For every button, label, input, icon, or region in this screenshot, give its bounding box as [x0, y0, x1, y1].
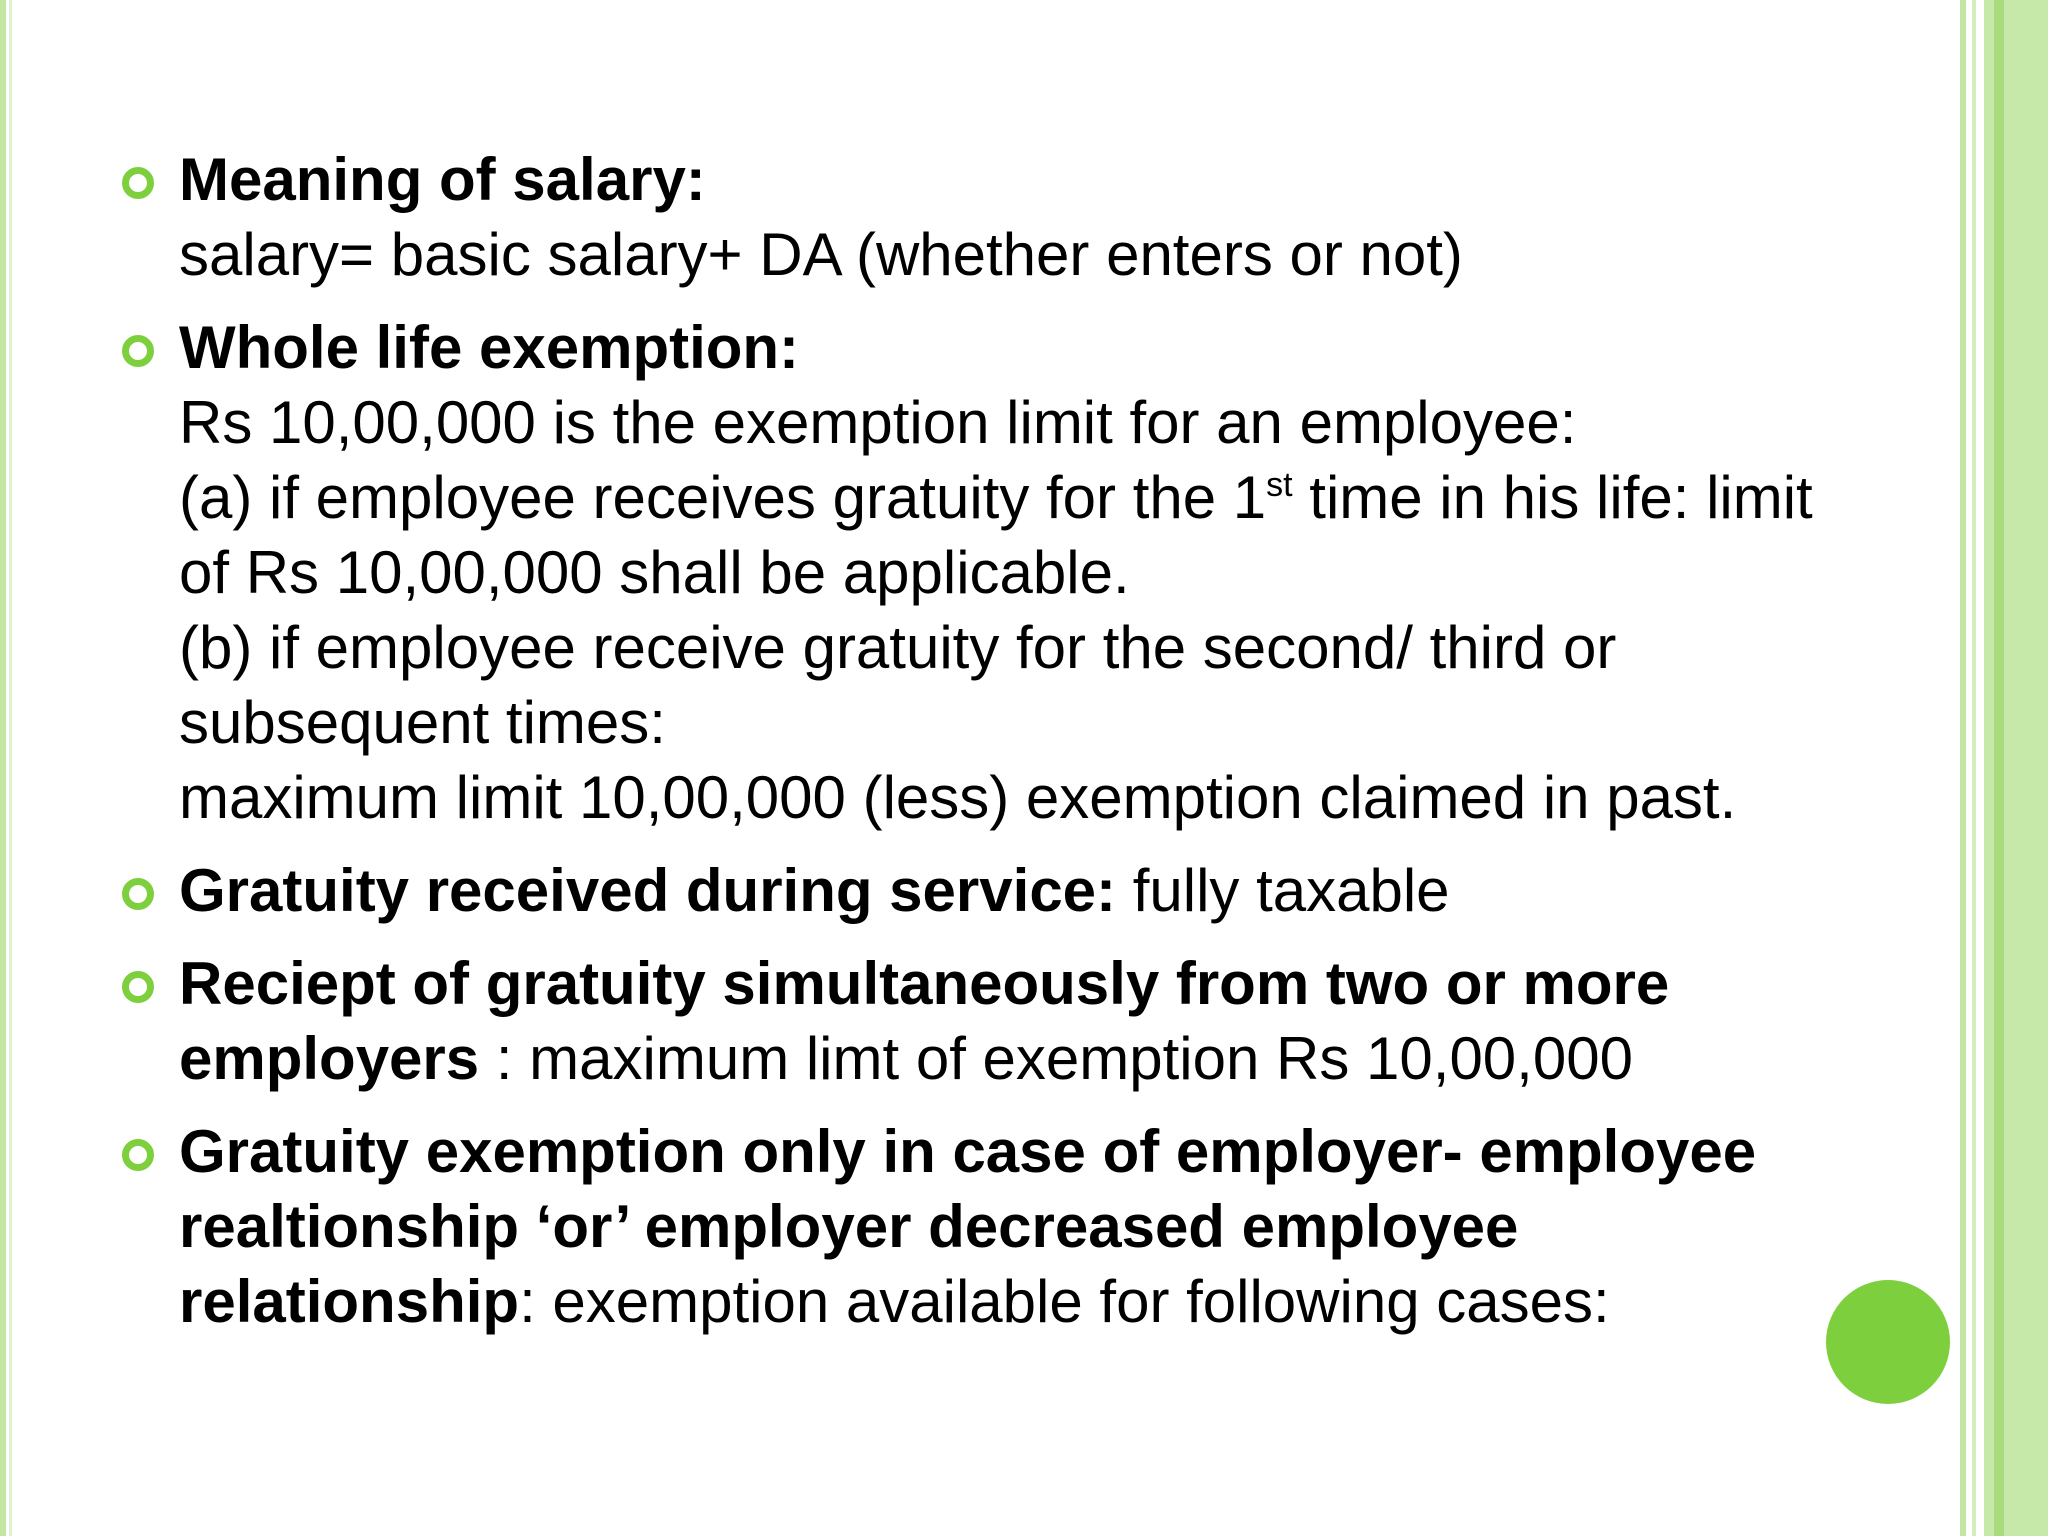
bullet-ring-icon — [122, 167, 154, 199]
bullet-heading: Gratuity exemption only in case of employer- employee — [179, 1118, 1757, 1185]
bullet-text: : maximum limt of exemption Rs 10,00,000 — [479, 1025, 1633, 1092]
bullet-gratuity-during-service — [114, 853, 1914, 928]
bullet-heading: Reciept of gratuity simultaneously from two or more — [179, 950, 1670, 1017]
bullet-text: fully taxable — [1116, 857, 1450, 924]
bullet-text-part: (a) if employee receives gratuity for the 1 — [179, 464, 1267, 531]
slide-content — [114, 142, 1914, 1357]
bullet-heading: Whole life exemption: — [179, 314, 800, 381]
bullet-heading: relationship — [179, 1268, 520, 1335]
bullet-whole-life-exemption — [114, 310, 1914, 835]
bullet-ring-icon — [122, 1139, 154, 1171]
right-border-line-4 — [1994, 0, 2004, 1536]
left-border-line — [9, 0, 12, 1536]
bullet-ring-icon — [122, 878, 154, 910]
bullet-heading: Gratuity received during service: — [179, 857, 1117, 924]
bullet-heading: Meaning of salary: — [179, 146, 706, 213]
bullet-text: : exemption available for following cases: — [519, 1268, 1610, 1335]
left-border — [0, 0, 6, 1536]
bullet-text: Rs 10,00,000 is the exemption limit for an employee: — [179, 389, 1577, 456]
bullet-text: of Rs 10,00,000 shall be applicable. — [179, 539, 1130, 606]
bullet-ring-icon — [122, 335, 154, 367]
bullet-heading: realtionship ‘or’ employer decreased employee — [179, 1193, 1519, 1260]
bullet-multiple-employers — [114, 946, 1914, 1096]
bullet-text — [179, 460, 1914, 535]
right-border-line-1 — [1960, 0, 1966, 1536]
bullet-text: subsequent times: — [179, 689, 666, 756]
bullet-meaning-of-salary — [114, 142, 1914, 292]
bullet-text: salary= basic salary+ DA (whether enters or not) — [179, 221, 1463, 288]
bullet-ring-icon — [122, 971, 154, 1003]
bullet-text: maximum limit 10,00,000 (less) exemption claimed in past. — [179, 764, 1737, 831]
bullet-text: (b) if employee receive gratuity for the second/ third or — [179, 614, 1617, 681]
bullet-employer-employee-relationship — [114, 1114, 1914, 1339]
bullet-text-part: time in his life: limit — [1292, 464, 1813, 531]
right-border-line-2 — [1972, 0, 1976, 1536]
superscript-ordinal: st — [1266, 466, 1293, 504]
bullet-heading: employers — [179, 1025, 480, 1092]
